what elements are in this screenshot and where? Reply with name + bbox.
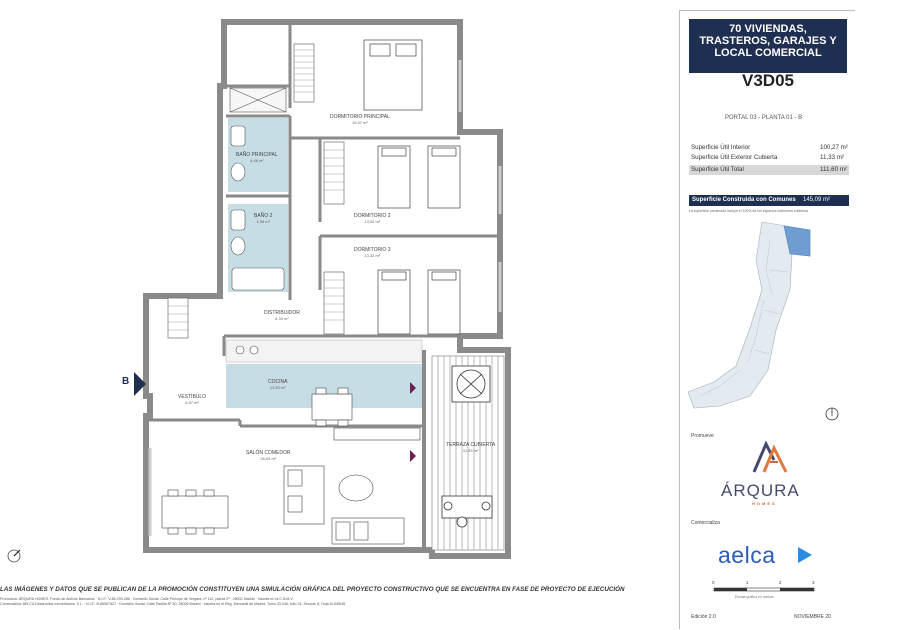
aelca-brand-name: aelca bbox=[718, 542, 776, 568]
title-line-2: TRASTEROS, GARAJES Y bbox=[699, 35, 837, 47]
room-area: 13,02 m² bbox=[364, 219, 381, 224]
room-area: 6,33 m² bbox=[275, 316, 289, 321]
room-name: SALÓN COMEDOR bbox=[246, 450, 291, 456]
built-surface-label: Superficie Construida con Comunes bbox=[692, 197, 796, 203]
surface-label: Superficie Útil Interior bbox=[691, 144, 751, 151]
room-label-terraza-cubierta bbox=[446, 442, 495, 454]
surface-row-total bbox=[689, 165, 849, 175]
portal-floor: PORTAL 03 - PLANTA 01 - B bbox=[725, 115, 803, 121]
site-key-plan bbox=[680, 210, 840, 440]
surface-value: 11,33 m² bbox=[820, 154, 844, 161]
surface-label: Superficie Útil Exterior Cubierta bbox=[691, 154, 778, 161]
edition-date: NOVIEMBRE 20 bbox=[794, 614, 831, 620]
room-name: DORMITORIO 2 bbox=[354, 213, 391, 219]
promueve-label: Promueve bbox=[691, 433, 714, 439]
title-line-1: 70 VIVIENDAS, bbox=[729, 23, 807, 35]
room-name: DISTRIBUIDOR bbox=[264, 310, 300, 316]
arqura-brand-sub: HOMES bbox=[752, 501, 777, 506]
room-name: COCINA bbox=[268, 379, 288, 385]
room-label-dormitorio-3 bbox=[354, 247, 391, 259]
arqura-brand-name: ÁRQURA bbox=[721, 481, 800, 500]
title-line-3: LOCAL COMERCIAL bbox=[714, 47, 822, 59]
disclaimer bbox=[0, 586, 680, 607]
room-area: 6,07 m² bbox=[185, 400, 199, 405]
room-name: DORMITORIO PRINCIPAL bbox=[330, 114, 390, 120]
room-area: 13,32 m² bbox=[364, 253, 381, 258]
room-area: 13,80 m² bbox=[269, 385, 286, 390]
scale-tick-1: 1 bbox=[746, 580, 749, 585]
surface-value: 100,27 m² bbox=[820, 144, 848, 151]
room-label-bano-principal bbox=[236, 152, 278, 164]
room-name: DORMITORIO 3 bbox=[354, 247, 391, 253]
built-surface-note: La superficie construida incluye el 100% de los espacios exteriores cubiertos bbox=[689, 209, 809, 213]
room-label-cocina bbox=[268, 379, 287, 391]
disclaimer-line-1: Promotora: ÁRQURA HOMES. Fondo de Activos Bancarios · N.I.F.: V-86 299-286 · Domicilio Social: Calle Príncipe de Vergara, nº 112, planta 2ª · 28002 Madrid · Inscrita en la C.N.M.V. bbox=[0, 597, 294, 601]
compass-icon bbox=[8, 550, 20, 562]
aelca-arrow-icon bbox=[795, 545, 815, 565]
living-arrow bbox=[410, 450, 416, 462]
room-name: VESTÍBULO bbox=[178, 394, 207, 400]
room-area: 15,07 m² bbox=[352, 120, 368, 125]
surface-row bbox=[689, 153, 849, 163]
room-label-dormitorio-2 bbox=[354, 213, 391, 225]
room-area: 11,33 m² bbox=[462, 448, 479, 453]
edition: Edición 2.0 bbox=[691, 614, 716, 620]
scale-tick-2: 2 bbox=[779, 580, 782, 585]
room-label-bano-2 bbox=[254, 213, 272, 225]
disclaimer-line-2: Comercializa: AELCA Desarrollos Inmobiliarios, S.L. · N.I.F.: B-86567627 · Domicilio Social: Calle Padilla Nº 30, 28006 Madrid · Inscrita en el Reg. Mercantil de Madrid, Tomo 33.246, folio 24, Sección 8, Hoja M-545181 bbox=[0, 602, 346, 606]
room-label-vestibulo bbox=[178, 394, 206, 406]
beds bbox=[364, 40, 460, 334]
surface-label: Superficie Útil Total bbox=[691, 166, 744, 173]
room-name: BAÑO PRINCIPAL bbox=[236, 152, 278, 158]
room-name: TERRAZA CUBIERTA bbox=[446, 442, 496, 448]
room-area: 4,98 m² bbox=[256, 219, 270, 224]
scale-tick-3: 3 bbox=[812, 580, 815, 585]
surface-row bbox=[689, 143, 849, 153]
unit-code: V3D05 bbox=[742, 71, 794, 90]
disclaimer-main: LAS IMÁGENES Y DATOS QUE SE PUBLICAN DE LA PROMOCIÓN CONSTITUYEN UNA SIMULACIÓN GRÁFICA DEL PROYECTO CONSTRUCTIVO QUE SE ENCUENTRA EN FASE DE PROYECTO DE EJECUCIÓN bbox=[0, 586, 625, 593]
room-label-distribuidor bbox=[264, 310, 300, 322]
arqura-logo-icon bbox=[750, 438, 790, 476]
living-furniture bbox=[162, 428, 420, 544]
room-name: BAÑO 2 bbox=[254, 213, 273, 219]
scale-tick-0: 0 bbox=[712, 580, 715, 585]
scale-label: Escala gráfica en metros bbox=[735, 595, 774, 599]
room-area: 4,48 m² bbox=[250, 158, 264, 163]
room-label-dormitorio-principal bbox=[330, 114, 390, 126]
scale-bar bbox=[700, 580, 830, 604]
project-title bbox=[689, 19, 847, 73]
built-surface-bar bbox=[689, 195, 849, 206]
room-label-salon-comedor bbox=[246, 450, 290, 462]
entrance-label: B bbox=[122, 376, 130, 387]
built-surface-value: 145,09 m² bbox=[803, 197, 831, 203]
surface-value: 111,60 m² bbox=[820, 166, 847, 173]
room-area: 28,93 m² bbox=[260, 456, 277, 461]
comercializa-label: Comercializa bbox=[691, 520, 720, 526]
